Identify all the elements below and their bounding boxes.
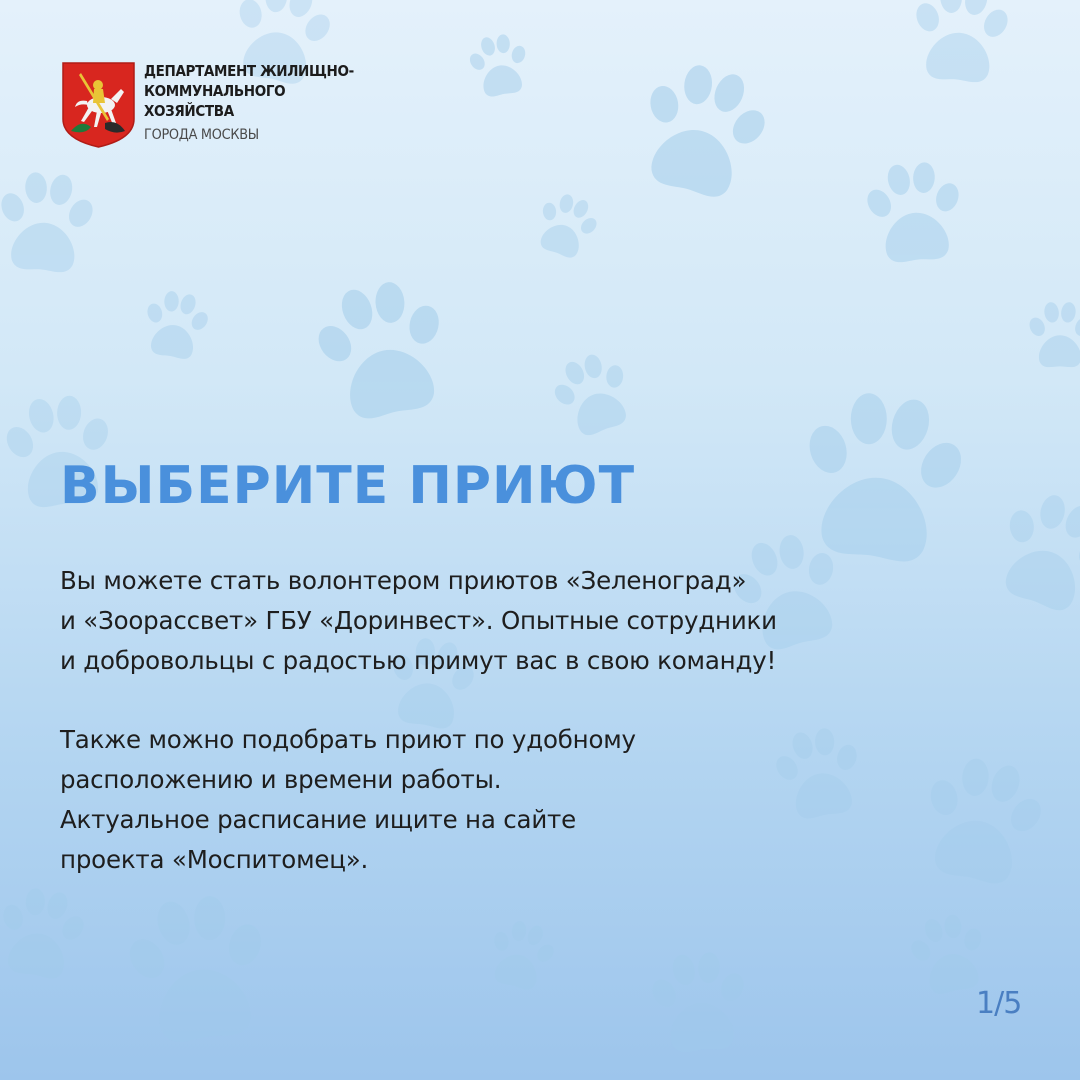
paw-print-icon <box>117 887 280 1048</box>
moscow-coat-of-arms-icon <box>61 61 136 149</box>
paw-print-icon <box>788 383 976 569</box>
paw-print-icon <box>0 168 100 275</box>
paw-print-icon <box>910 748 1055 892</box>
paw-print-icon <box>528 186 606 264</box>
paw-print-icon <box>982 480 1080 621</box>
paw-print-icon <box>137 286 214 362</box>
department-name <box>144 61 377 149</box>
page-indicator: 1/5 <box>976 986 1022 1021</box>
paragraph-line: и «Зоорассвет» ГБУ «Доринвест». Опытные сотрудники <box>60 606 777 635</box>
org-city: ГОРОДА МОСКВЫ <box>144 127 259 143</box>
paw-print-icon <box>1027 301 1080 367</box>
paragraph-schedule <box>60 720 636 880</box>
paragraph-line: Актуальное расписание ищите на сайте <box>60 805 576 834</box>
paragraph-line: и добровольцы с радостью примут вас в свою команду! <box>60 646 777 675</box>
paragraph-line: Также можно подобрать приют по удобному <box>60 725 636 754</box>
paw-print-icon <box>907 0 1015 85</box>
department-logo <box>61 61 377 149</box>
org-name-line-2: КОММУНАЛЬНОГО <box>144 82 286 100</box>
paragraph-volunteer <box>60 561 777 681</box>
paw-print-icon <box>625 52 781 207</box>
paw-print-icon <box>481 914 563 995</box>
paw-print-icon <box>304 270 462 427</box>
paw-print-icon <box>0 881 93 983</box>
paw-print-icon <box>767 721 870 823</box>
paw-print-icon <box>543 344 642 443</box>
paragraph-line: проекта «Моспитомец». <box>60 845 369 874</box>
paw-print-icon <box>645 948 753 1055</box>
paw-print-icon <box>464 30 535 100</box>
org-name-line-3: ХОЗЯЙСТВА <box>144 102 234 120</box>
paragraph-line: расположению и времени работы. <box>60 765 502 794</box>
page-title: ВЫБЕРИТЕ ПРИЮТ <box>60 456 636 516</box>
paragraph-line: Вы можете стать волонтером приютов «Зеленоград» <box>60 566 747 595</box>
org-name-line-1: ДЕПАРТАМЕНТ ЖИЛИЩНО- <box>144 62 354 80</box>
paw-print-icon <box>860 158 968 265</box>
